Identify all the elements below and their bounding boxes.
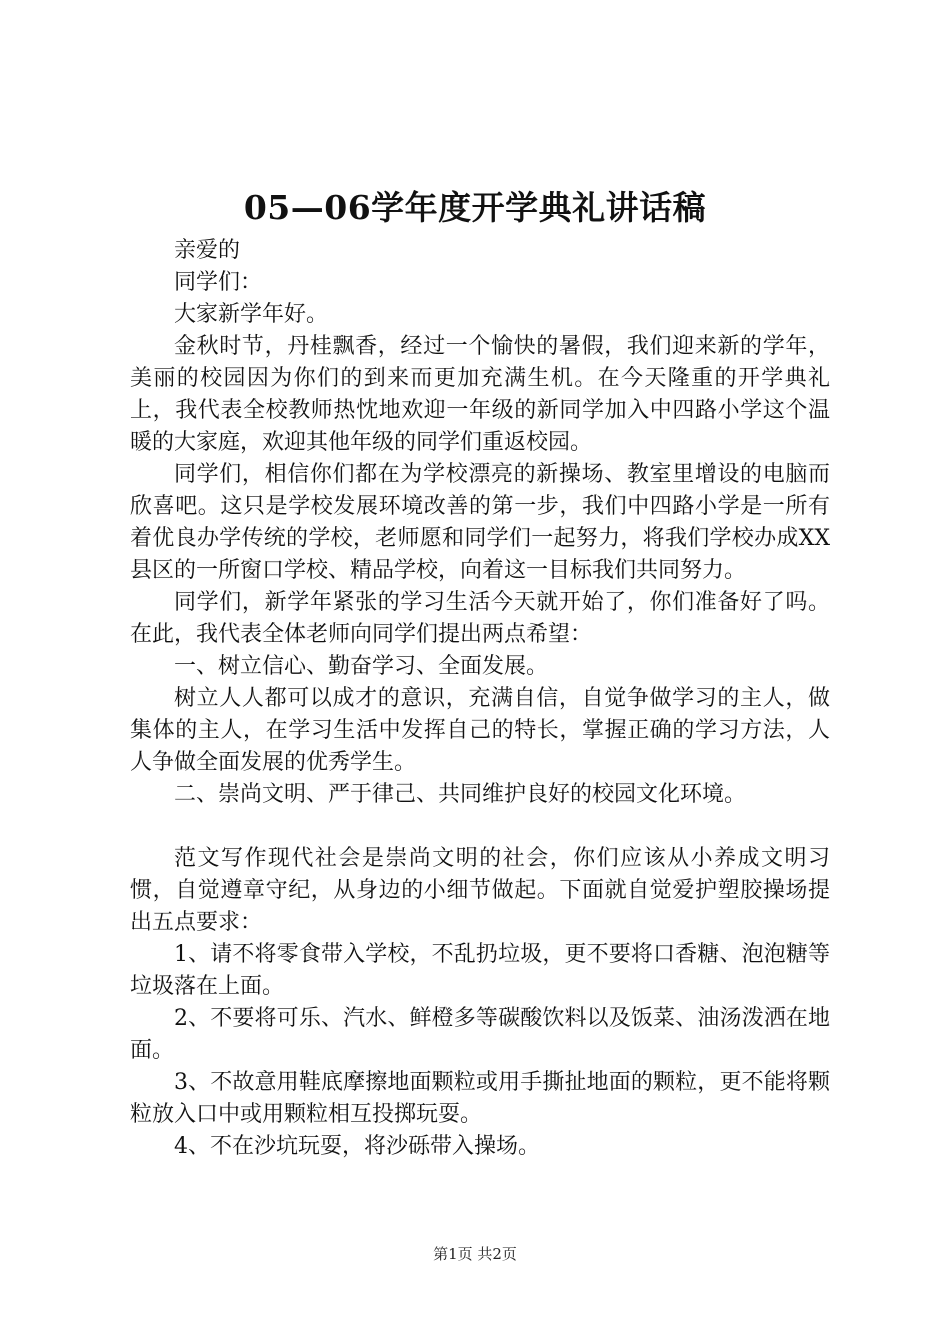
paragraph-hopes: 同学们，新学年紧张的学习生活今天就开始了，你们准备好了吗。在此，我代表全体老师向同学们提出两点希望：: [130, 590, 830, 647]
paragraph-salutation-2: 同学们：: [174, 270, 263, 295]
document-body: [130, 235, 830, 1163]
paragraph-greeting: 大家新学年好。: [174, 302, 329, 327]
paragraph-hope-1-heading: 一、树立信心、勤奋学习、全面发展。: [174, 654, 549, 679]
paragraph-intro: 金秋时节，丹桂飘香，经过一个愉快的暑假，我们迎来新的学年，美丽的校园因为你们的到来而更加充满生机。在今天隆重的开学典礼上，我代表全校教师热忱地欢迎一年级的新同学加入中四路小学这个温暖的大家庭，欢迎其他年级的同学们重返校园。: [130, 334, 830, 455]
paragraph-hope-2-heading: 二、崇尚文明、严于律己、共同维护良好的校园文化环境。: [174, 782, 747, 807]
page-indicator: 第1页 共2页: [433, 1245, 517, 1263]
paragraph-rule-1: 1、请不将零食带入学校，不乱扔垃圾，更不要将口香糖、泡泡糖等垃圾落在上面。: [130, 942, 830, 999]
paragraph-rule-2: 2、不要将可乐、汽水、鲜橙多等碳酸饮料以及饭菜、油汤泼洒在地面。: [130, 1006, 830, 1063]
paragraph-rule-4: 4、不在沙坑玩耍，将沙砾带入操场。: [174, 1134, 540, 1159]
paragraph-campus: 同学们，相信你们都在为学校漂亮的新操场、教室里增设的电脑而欣喜吧。这只是学校发展环境改善的第一步，我们中四路小学是一所有着优良办学传统的学校，老师愿和同学们一起努力，将我们学校办成XX县区的一所窗口学校、精品学校，向着这一目标我们共同努力。: [130, 462, 830, 583]
page-title: 05—06学年度开学典礼讲话稿: [243, 188, 707, 227]
paragraph-hope-1-body: 树立人人都可以成才的意识，充满自信，自觉争做学习的主人，做集体的主人，在学习生活中发挥自己的特长，掌握正确的学习方法，人人争做全面发展的优秀学生。: [130, 686, 830, 775]
paragraph-salutation-1: 亲爱的: [174, 238, 241, 263]
paragraph-rule-3: 3、不故意用鞋底摩擦地面颗粒或用手撕扯地面的颗粒，更不能将颗粒放入口中或用颗粒相互投掷玩耍。: [130, 1070, 830, 1127]
paragraph-civility: 范文写作现代社会是崇尚文明的社会，你们应该从小养成文明习惯，自觉遵章守纪，从身边的小细节做起。下面就自觉爱护塑胶操场提出五点要求：: [130, 846, 830, 935]
